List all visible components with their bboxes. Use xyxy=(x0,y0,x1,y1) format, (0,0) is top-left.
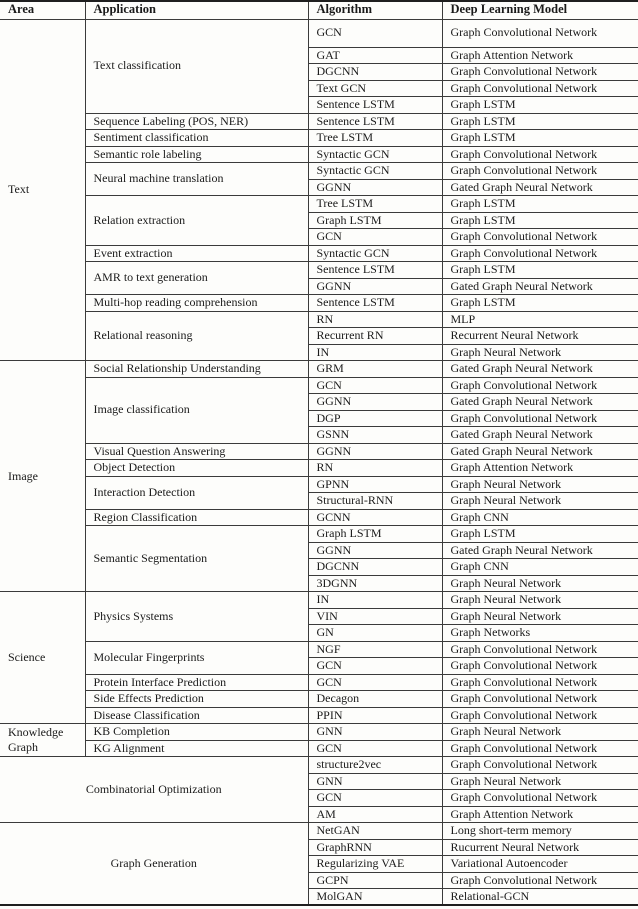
model-cell: Graph LSTM xyxy=(442,295,638,312)
table-row xyxy=(0,295,638,312)
algorithm-cell: GPNN xyxy=(308,476,442,493)
table-row xyxy=(0,113,638,130)
algorithm-cell: RN xyxy=(308,311,442,328)
algorithm-cell: AM xyxy=(308,806,442,823)
application-cell: Text classification xyxy=(85,19,308,113)
model-cell: Graph Convolutional Network xyxy=(442,641,638,658)
table-row xyxy=(0,740,638,757)
table-row xyxy=(0,377,638,394)
algorithm-cell: GN xyxy=(308,625,442,642)
model-cell: Graph Neural Network xyxy=(442,773,638,790)
algorithm-cell: GGNN xyxy=(308,394,442,411)
algorithm-cell: NGF xyxy=(308,641,442,658)
application-cell: Region Classification xyxy=(85,509,308,526)
algorithm-cell: Sentence LSTM xyxy=(308,113,442,130)
table-row xyxy=(0,19,638,47)
algorithm-cell: GRM xyxy=(308,361,442,378)
algorithm-cell: Structural-RNN xyxy=(308,493,442,510)
algorithm-cell: Text GCN xyxy=(308,80,442,97)
model-cell: Graph Convolutional Network xyxy=(442,410,638,427)
model-cell: Graph Neural Network xyxy=(442,592,638,609)
model-cell: Graph LSTM xyxy=(442,526,638,543)
model-cell: Graph Convolutional Network xyxy=(442,146,638,163)
column-header-model: Deep Learning Model xyxy=(442,1,638,19)
model-cell: Graph CNN xyxy=(442,509,638,526)
table-row xyxy=(0,526,638,543)
algorithm-cell: GCN xyxy=(308,674,442,691)
algorithm-cell: DGP xyxy=(308,410,442,427)
application-cell: Event extraction xyxy=(85,245,308,262)
table-row xyxy=(0,691,638,708)
table-row xyxy=(0,592,638,609)
table-row xyxy=(0,163,638,180)
model-cell: Graph LSTM xyxy=(442,212,638,229)
model-cell: Graph Neural Network xyxy=(442,476,638,493)
application-cell: Molecular Fingerprints xyxy=(85,641,308,674)
model-cell: Recurrent Neural Network xyxy=(442,328,638,345)
algorithm-cell: DGCNN xyxy=(308,64,442,81)
table-row xyxy=(0,196,638,213)
algorithm-cell: Tree LSTM xyxy=(308,130,442,147)
algorithm-cell: VIN xyxy=(308,608,442,625)
algorithm-cell: GGNN xyxy=(308,278,442,295)
model-cell: Gated Graph Neural Network xyxy=(442,394,638,411)
model-cell: Graph Neural Network xyxy=(442,724,638,741)
table-row xyxy=(0,130,638,147)
application-cell: Visual Question Answering xyxy=(85,443,308,460)
table-row xyxy=(0,245,638,262)
table-body xyxy=(0,19,638,905)
model-cell: Graph Neural Network xyxy=(442,344,638,361)
area-cell: Image xyxy=(0,361,85,592)
table-row xyxy=(0,361,638,378)
application-cell: Image classification xyxy=(85,377,308,443)
model-cell: Graph Neural Network xyxy=(442,493,638,510)
model-cell: Graph LSTM xyxy=(442,113,638,130)
table-row xyxy=(0,311,638,328)
table-row xyxy=(0,641,638,658)
application-cell: Object Detection xyxy=(85,460,308,477)
application-cell: Combinatorial Optimization xyxy=(0,757,308,823)
model-cell: Gated Graph Neural Network xyxy=(442,443,638,460)
application-cell: Sentiment classification xyxy=(85,130,308,147)
table-row xyxy=(0,724,638,741)
model-cell: Variational Autoencoder xyxy=(442,856,638,873)
algorithm-cell: Syntactic GCN xyxy=(308,163,442,180)
algorithm-cell: structure2vec xyxy=(308,757,442,774)
application-cell: Multi-hop reading comprehension xyxy=(85,295,308,312)
table-row xyxy=(0,460,638,477)
application-cell: Side Effects Prediction xyxy=(85,691,308,708)
model-cell: Graph Convolutional Network xyxy=(442,64,638,81)
model-cell: Graph LSTM xyxy=(442,262,638,279)
model-cell: Graph Neural Network xyxy=(442,608,638,625)
model-cell: Graph CNN xyxy=(442,559,638,576)
application-cell: Graph Generation xyxy=(0,823,308,906)
application-cell: Relational reasoning xyxy=(85,311,308,361)
algorithm-cell: GCNN xyxy=(308,509,442,526)
algorithm-cell: GCN xyxy=(308,790,442,807)
model-cell: Graph Convolutional Network xyxy=(442,19,638,47)
model-cell: Gated Graph Neural Network xyxy=(442,278,638,295)
application-cell: Sequence Labeling (POS, NER) xyxy=(85,113,308,130)
application-cell: Neural machine translation xyxy=(85,163,308,196)
algorithm-cell: GGNN xyxy=(308,443,442,460)
algorithm-cell: Sentence LSTM xyxy=(308,295,442,312)
model-cell: Relational-GCN xyxy=(442,889,638,906)
model-cell: Graph Neural Network xyxy=(442,575,638,592)
model-cell: Graph Convolutional Network xyxy=(442,229,638,246)
model-cell: Gated Graph Neural Network xyxy=(442,361,638,378)
column-header-area: Area xyxy=(0,1,85,19)
model-cell: Graph Convolutional Network xyxy=(442,80,638,97)
model-cell: Graph Convolutional Network xyxy=(442,691,638,708)
model-cell: Graph Convolutional Network xyxy=(442,674,638,691)
model-cell: Graph Convolutional Network xyxy=(442,707,638,724)
algorithm-cell: Graph LSTM xyxy=(308,526,442,543)
model-cell: Graph Convolutional Network xyxy=(442,377,638,394)
algorithm-cell: Decagon xyxy=(308,691,442,708)
model-cell: Graph Convolutional Network xyxy=(442,790,638,807)
table-row xyxy=(0,262,638,279)
area-cell: Knowledge Graph xyxy=(0,724,85,757)
algorithm-cell: GCN xyxy=(308,377,442,394)
application-cell: Protein Interface Prediction xyxy=(85,674,308,691)
algorithm-cell: GGNN xyxy=(308,542,442,559)
model-cell: Graph Attention Network xyxy=(442,460,638,477)
algorithm-cell: Recurrent RN xyxy=(308,328,442,345)
model-cell: Graph Convolutional Network xyxy=(442,245,638,262)
model-cell: Graph LSTM xyxy=(442,130,638,147)
model-cell: Graph Convolutional Network xyxy=(442,872,638,889)
algorithm-cell: Tree LSTM xyxy=(308,196,442,213)
algorithm-cell: RN xyxy=(308,460,442,477)
area-cell: Science xyxy=(0,592,85,724)
algorithm-cell: GSNN xyxy=(308,427,442,444)
table-row xyxy=(0,823,638,840)
model-cell: Rucurrent Neural Network xyxy=(442,839,638,856)
model-cell: MLP xyxy=(442,311,638,328)
algorithm-cell: PPIN xyxy=(308,707,442,724)
algorithm-cell: IN xyxy=(308,344,442,361)
table-row xyxy=(0,509,638,526)
area-cell: Text xyxy=(0,19,85,361)
model-cell: Graph LSTM xyxy=(442,97,638,114)
application-cell: Physics Systems xyxy=(85,592,308,642)
algorithm-cell: GAT xyxy=(308,47,442,64)
algorithm-cell: Syntactic GCN xyxy=(308,146,442,163)
table-row xyxy=(0,674,638,691)
algorithm-cell: GCN xyxy=(308,19,442,47)
algorithm-cell: Regularizing VAE xyxy=(308,856,442,873)
algorithm-cell: Syntactic GCN xyxy=(308,245,442,262)
table-row xyxy=(0,707,638,724)
table-row xyxy=(0,146,638,163)
algorithm-cell: GraphRNN xyxy=(308,839,442,856)
application-cell: KG Alignment xyxy=(85,740,308,757)
algorithm-cell: GCPN xyxy=(308,872,442,889)
algorithm-cell: Graph LSTM xyxy=(308,212,442,229)
application-cell: Disease Classification xyxy=(85,707,308,724)
application-cell: Relation extraction xyxy=(85,196,308,246)
column-header-application: Application xyxy=(85,1,308,19)
model-cell: Graph Networks xyxy=(442,625,638,642)
algorithm-cell: GCN xyxy=(308,740,442,757)
application-cell: Social Relationship Understanding xyxy=(85,361,308,378)
model-cell: Gated Graph Neural Network xyxy=(442,427,638,444)
header-row xyxy=(0,1,638,19)
algorithm-cell: IN xyxy=(308,592,442,609)
table-row xyxy=(0,757,638,774)
model-cell: Graph Attention Network xyxy=(442,806,638,823)
algorithm-cell: GCN xyxy=(308,229,442,246)
algorithm-cell: GCN xyxy=(308,658,442,675)
algorithm-cell: GGNN xyxy=(308,179,442,196)
algorithm-cell: DGCNN xyxy=(308,559,442,576)
model-cell: Graph LSTM xyxy=(442,196,638,213)
model-cell: Graph Convolutional Network xyxy=(442,163,638,180)
algorithm-cell: 3DGNN xyxy=(308,575,442,592)
algorithm-cell: GNN xyxy=(308,773,442,790)
application-cell: KB Completion xyxy=(85,724,308,741)
model-cell: Graph Convolutional Network xyxy=(442,740,638,757)
algorithm-cell: Sentence LSTM xyxy=(308,262,442,279)
table-row xyxy=(0,443,638,460)
table-header xyxy=(0,1,638,19)
algorithm-cell: MolGAN xyxy=(308,889,442,906)
table-row xyxy=(0,476,638,493)
model-cell: Graph Convolutional Network xyxy=(442,757,638,774)
algorithm-cell: GNN xyxy=(308,724,442,741)
model-cell: Gated Graph Neural Network xyxy=(442,542,638,559)
application-cell: AMR to text generation xyxy=(85,262,308,295)
algorithm-cell: NetGAN xyxy=(308,823,442,840)
model-cell: Gated Graph Neural Network xyxy=(442,179,638,196)
algorithm-cell: Sentence LSTM xyxy=(308,97,442,114)
model-cell: Long short-term memory xyxy=(442,823,638,840)
model-cell: Graph Convolutional Network xyxy=(442,658,638,675)
model-cell: Graph Attention Network xyxy=(442,47,638,64)
application-cell: Semantic role labeling xyxy=(85,146,308,163)
application-cell: Interaction Detection xyxy=(85,476,308,509)
application-cell: Semantic Segmentation xyxy=(85,526,308,592)
column-header-algorithm: Algorithm xyxy=(308,1,442,19)
